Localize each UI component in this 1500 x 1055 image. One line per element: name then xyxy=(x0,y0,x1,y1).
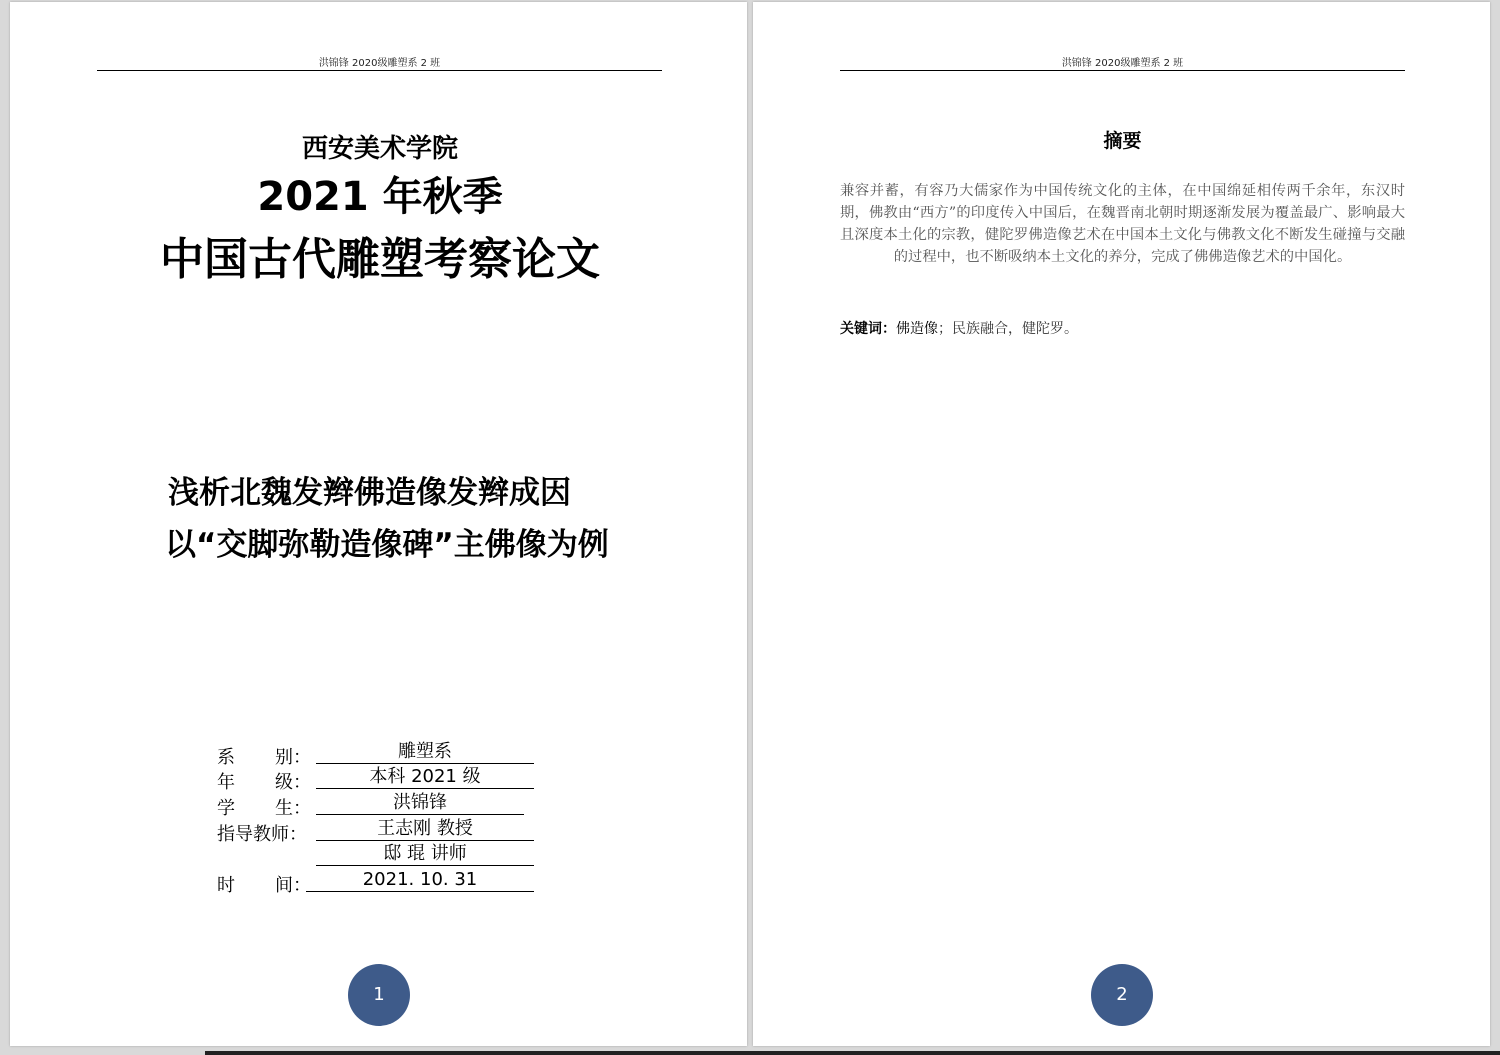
season-title: 2021 年秋季 xyxy=(257,174,503,220)
info-value-advisor-2: 邸 琨 讲师 xyxy=(316,843,534,866)
info-label-student: 学 生： xyxy=(217,798,311,819)
thesis-title-line-1: 浅析北魏发辫佛造像发辫成因 xyxy=(168,475,571,511)
page-header: 洪锦锋 2020级雕塑系 2 班 xyxy=(1061,58,1184,69)
header-rule xyxy=(840,70,1405,71)
document-page-1 xyxy=(10,2,747,1046)
info-value-grade: 本科 2021 级 xyxy=(316,766,534,789)
page-number-badge: 1 xyxy=(348,964,410,1026)
info-value-date: 2021. 10. 31 xyxy=(306,869,534,892)
series-title: 中国古代雕塑考察论文 xyxy=(160,234,600,285)
header-rule xyxy=(97,70,662,71)
abstract-title: 摘要 xyxy=(1103,130,1142,152)
abstract-body: 兼容并蓄，有容乃大儒家作为中国传统文化的主体，在中国绵延相传两千余年，东汉时期，佛教由“西方”的印度传入中国后，在魏晋南北朝时期逐渐发展为覆盖最广、影响最大且深度本土化的宗教，健陀罗佛造像艺术在中国本土文化与佛教文化不断发生碰撞与交融的过程中，也不断吸纳本土文化的养分，完成了佛佛造像艺术的中国化。 xyxy=(840,183,1405,265)
viewer-bottom-edge xyxy=(205,1051,1500,1055)
school-name: 西安美术学院 xyxy=(301,134,458,164)
info-label-grade: 年 级： xyxy=(217,772,311,793)
keywords-line xyxy=(840,318,1078,338)
info-value-department: 雕塑系 xyxy=(316,741,534,764)
page-header: 洪锦锋 2020级雕塑系 2 班 xyxy=(318,58,441,69)
info-label-advisor: 指导教师： xyxy=(217,824,307,845)
info-label-date: 时 间： xyxy=(217,875,311,896)
info-value-student: 洪锦锋 xyxy=(316,792,524,815)
keywords-label: 关键词： xyxy=(840,321,896,337)
page-number-badge: 2 xyxy=(1091,964,1153,1026)
keywords-rest: ；民族融合，健陀罗。 xyxy=(938,321,1078,337)
thesis-title-line-2: 以“交脚弥勒造像碑”主佛像为例 xyxy=(165,527,609,563)
keyword-first: 佛造像 xyxy=(896,321,938,337)
info-label-department: 系 别： xyxy=(217,747,311,768)
document-page-2 xyxy=(753,2,1490,1046)
info-value-advisor-1: 王志刚 教授 xyxy=(316,818,534,841)
